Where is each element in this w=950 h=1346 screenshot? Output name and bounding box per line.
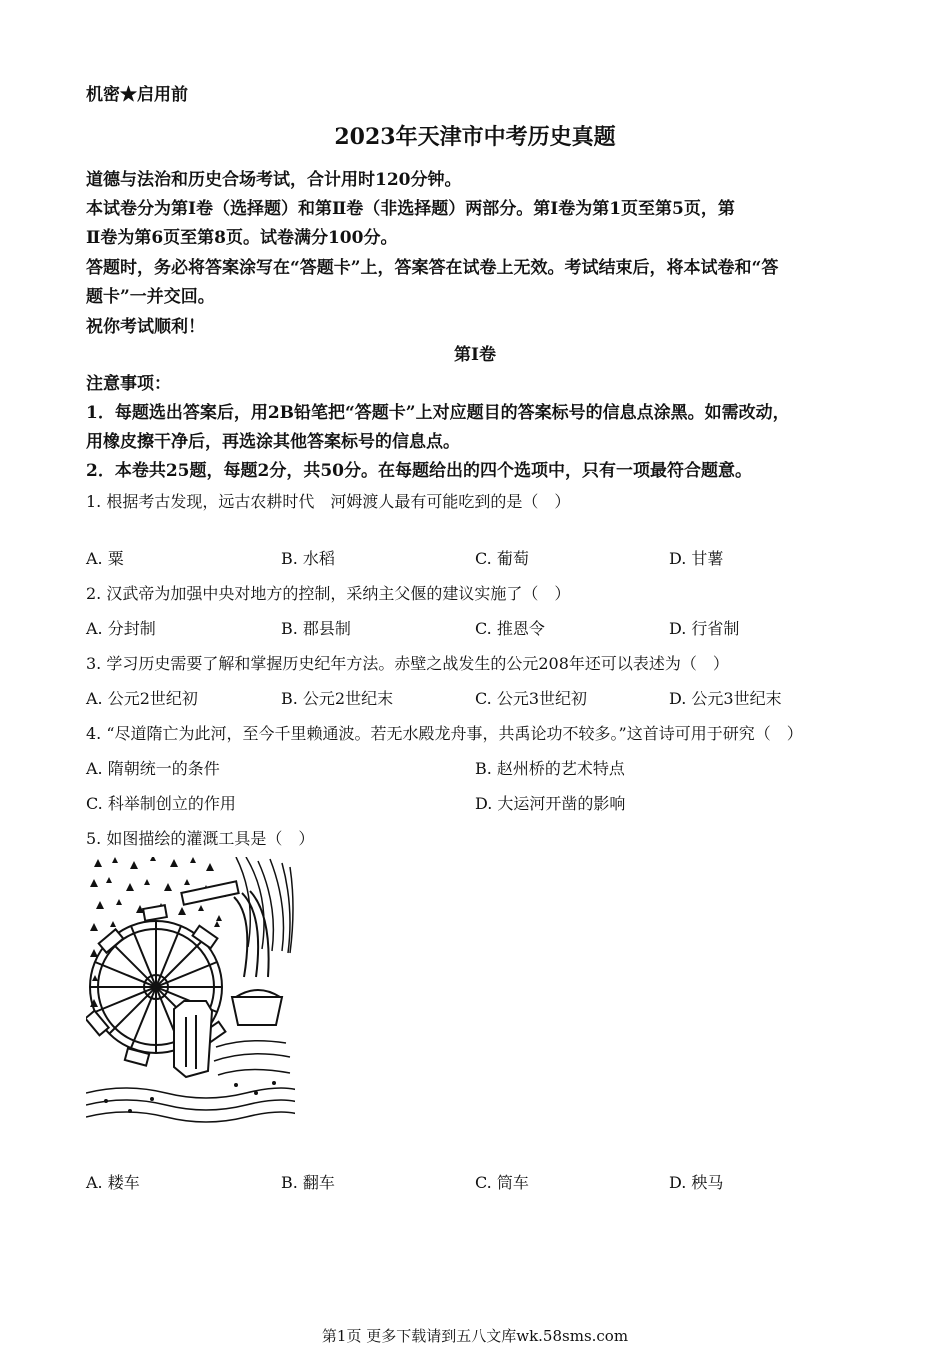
intro-line-6: 祝你考试顺利！ bbox=[86, 317, 205, 337]
question-4-option-b: B. 赵州桥的艺术特点 bbox=[475, 759, 625, 778]
question-2-stem: 2. 汉武帝为加强中央对地方的控制，采纳主父偃的建议实施了（ ） bbox=[86, 584, 571, 603]
question-5-option-b: B. 翻车 bbox=[281, 1173, 335, 1192]
question-4-option-c: C. 科举制创立的作用 bbox=[86, 794, 236, 813]
page-title: 2023年天津市中考历史真题 bbox=[334, 124, 616, 150]
waterwheel-drawing bbox=[86, 857, 295, 1133]
question-2-option-c: C. 推恩令 bbox=[475, 619, 545, 638]
intro-line-3: Ⅱ卷为第6页至第8页。试卷满分100分。 bbox=[86, 228, 398, 248]
question-1-option-d: D. 甘薯 bbox=[669, 549, 724, 568]
question-5-option-a: A. 耧车 bbox=[86, 1173, 140, 1192]
question-4-option-a: A. 隋朝统一的条件 bbox=[86, 759, 220, 778]
question-3-option-c: C. 公元3世纪初 bbox=[475, 689, 588, 708]
irrigation-tool-illustration bbox=[86, 857, 295, 1133]
question-1-option-b: B. 水稻 bbox=[281, 549, 335, 568]
notice-1b: 用橡皮擦干净后，再选涂其他答案标号的信息点。 bbox=[86, 432, 460, 452]
question-3-stem: 3. 学习历史需要了解和掌握历史纪年方法。赤壁之战发生的公元208年还可以表述为（ ） bbox=[86, 654, 729, 673]
question-1-stem: 1. 根据考古发现，远古农耕时代 河姆渡人最有可能吃到的是（ ） bbox=[86, 492, 571, 511]
confidential-label: 机密★启用前 bbox=[86, 85, 188, 105]
notice-1a: 1．每题选出答案后，用2B铅笔把“答题卡”上对应题目的答案标号的信息点涂黑。如需改动， bbox=[86, 403, 790, 423]
question-5-option-d: D. 秧马 bbox=[669, 1173, 724, 1192]
question-1-option-c: C. 葡萄 bbox=[475, 549, 529, 568]
question-4-stem: 4. “尽道隋亡为此河，至今千里赖通波。若无水殿龙舟事，共禹论功不较多。”这首诗可用于研究（ ） bbox=[86, 724, 803, 743]
section-title: 第Ⅰ卷 bbox=[454, 345, 496, 365]
intro-line-4: 答题时，务必将答案涂写在“答题卡”上，答案答在试卷上无效。考试结束后，将本试卷和“答 bbox=[86, 258, 779, 278]
question-3-option-b: B. 公元2世纪末 bbox=[281, 689, 394, 708]
question-2-option-b: B. 郡县制 bbox=[281, 619, 351, 638]
intro-line-5: 题卡”一并交回。 bbox=[86, 287, 215, 307]
question-3-option-a: A. 公元2世纪初 bbox=[86, 689, 198, 708]
question-3-option-d: D. 公元3世纪末 bbox=[669, 689, 782, 708]
intro-line-2: 本试卷分为第Ⅰ卷（选择题）和第Ⅱ卷（非选择题）两部分。第Ⅰ卷为第1页至第5页，第 bbox=[86, 199, 735, 219]
question-2-option-d: D. 行省制 bbox=[669, 619, 740, 638]
intro-line-1: 道德与法治和历史合场考试，合计用时120分钟。 bbox=[86, 170, 462, 190]
question-4-option-d: D. 大运河开凿的影响 bbox=[475, 794, 626, 813]
notice-2: 2．本卷共25题，每题2分，共50分。在每题给出的四个选项中，只有一项最符合题意。 bbox=[86, 461, 752, 481]
question-5-option-c: C. 筒车 bbox=[475, 1173, 529, 1192]
page-footer: 第1页 更多下载请到五八文库wk.58sms.com bbox=[321, 1327, 629, 1345]
question-5-stem: 5. 如图描绘的灌溉工具是（ ） bbox=[86, 829, 315, 848]
question-1-option-a: A. 粟 bbox=[86, 549, 124, 568]
notice-heading: 注意事项： bbox=[86, 374, 171, 394]
question-2-option-a: A. 分封制 bbox=[86, 619, 156, 638]
